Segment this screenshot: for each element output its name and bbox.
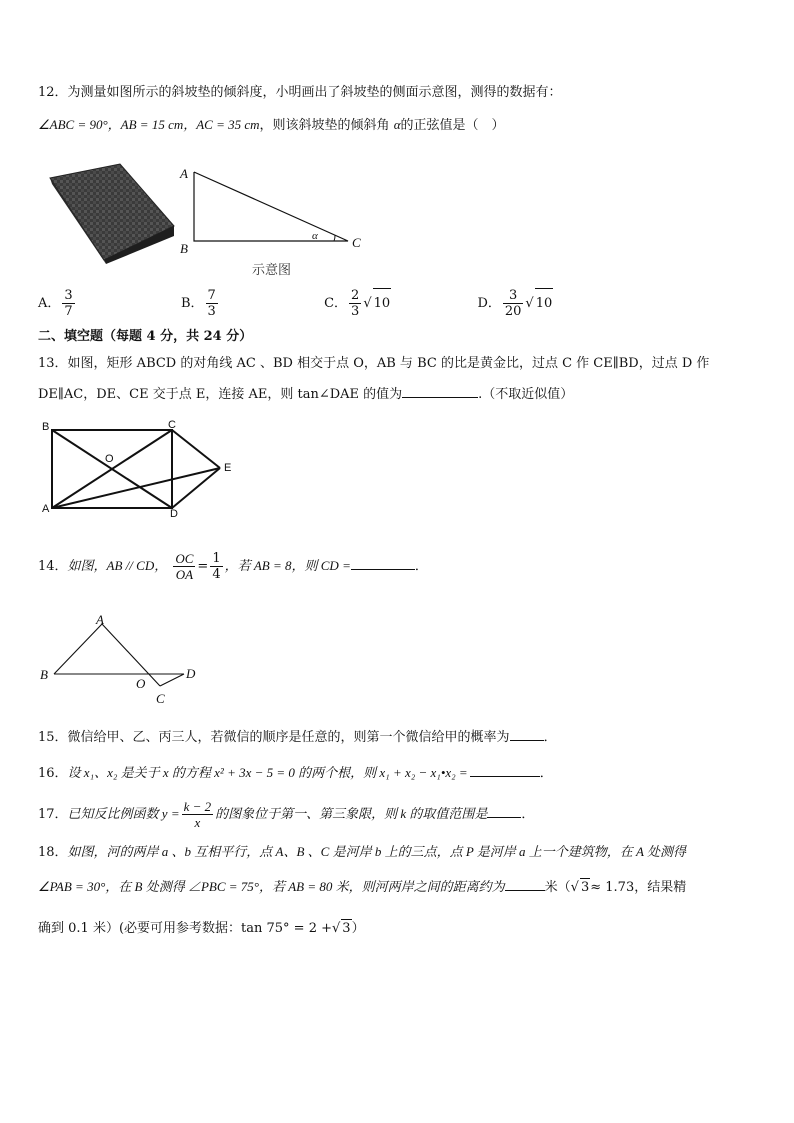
q14-line xyxy=(38,546,428,587)
q12-label-alpha: α xyxy=(312,230,318,242)
q18-answer-blank[interactable] xyxy=(505,880,545,891)
q17-text-b: 的图象位于第一、第三象限，则 k 的取值范围是 xyxy=(215,806,488,821)
q14-number: 14． xyxy=(38,559,68,574)
q14-label-C: C xyxy=(156,691,165,706)
q12-caption: 示意图 xyxy=(252,263,292,278)
q12-option-b-label: B． xyxy=(180,296,204,311)
q13-line-ce xyxy=(172,430,220,468)
q14-text-a: 如图，AB // CD， xyxy=(67,558,168,573)
q13-label-E: E xyxy=(224,462,232,474)
q12-text1: 为测量如图所示的斜坡垫的倾斜度，小明画出了斜坡垫的侧面示意图，测得的数据有： xyxy=(67,85,562,100)
q13-label-B: B xyxy=(42,421,50,433)
q14-diagram xyxy=(40,612,210,712)
q13-rectangle-diagram xyxy=(40,418,240,522)
q14-frac-num: OC xyxy=(175,551,194,566)
q12-alpha: α xyxy=(393,117,401,132)
q14-label-O: O xyxy=(136,676,146,691)
q14-label-B: B xyxy=(40,667,48,682)
q18-text2b: 米（ xyxy=(544,880,571,895)
q13-label-O: O xyxy=(105,453,114,465)
q18-text3a: 确到 0.1 米）(必要可用参考数据：tan 75° = 2 + xyxy=(38,921,332,936)
q12-given: ∠ABC = 90°，AB = 15 cm，AC = 35 cm xyxy=(38,117,260,132)
q12-option-a-label: A． xyxy=(38,296,61,311)
q12-option-b[interactable] xyxy=(180,288,224,319)
q12-option-d-num: 3 xyxy=(503,288,524,304)
q12-options xyxy=(38,288,553,319)
q12-option-c-label: C． xyxy=(324,296,348,311)
q14-line-cd xyxy=(160,674,184,686)
q12-option-b-den: 3 xyxy=(207,304,216,319)
q12-triangle-diagram xyxy=(176,164,376,274)
q16-line xyxy=(38,764,553,783)
q12-option-a-den: 7 xyxy=(64,304,73,319)
q17-number: 17． xyxy=(38,807,68,822)
q12-option-d-label: D． xyxy=(477,296,501,311)
q12-option-d-den: 20 xyxy=(504,304,522,319)
q12-option-c-den: 3 xyxy=(351,304,360,319)
q12-triangle xyxy=(194,172,348,241)
q12-angle-arc xyxy=(334,235,335,241)
q12-option-c-num: 2 xyxy=(351,288,360,303)
q13-line1 xyxy=(38,355,709,373)
section-heading: 二、填空题（每题 4 分，共 24 分） xyxy=(38,329,253,344)
q12-option-a[interactable] xyxy=(38,288,81,319)
q14-line-ba xyxy=(54,624,102,674)
q13-text2a: DE∥AC，DE、CE 交于点 E，连接 AE，则 tan∠DAE 的值为 xyxy=(38,387,403,402)
q17-frac-den: x xyxy=(194,815,201,830)
slope-pad-image xyxy=(48,162,176,266)
q12-option-a-num: 3 xyxy=(64,288,73,303)
q18-text1: 如图，河的两岸 a 、b 互相平行，点 A、B 、C 是河岸 b 上的三点，点 P 是河岸 a 上一个建筑物，在 A 处测得 xyxy=(67,844,687,859)
q12-label-C: C xyxy=(352,235,361,250)
q18-text2a: ∠PAB = 30°，在 B 处测得 ∠PBC = 75°，若 AB = 80 米，则河两岸之间的距离约为 xyxy=(38,879,505,894)
q14-text-c: ． xyxy=(414,559,428,574)
q18-text3b: ） xyxy=(351,921,365,936)
q14-val-num: 1 xyxy=(212,551,221,566)
q18-rad-a: 3 xyxy=(580,880,590,895)
q16-number: 16． xyxy=(38,766,68,781)
q12-line1 xyxy=(38,84,562,102)
q13-text1: 如图，矩形 ABCD 的对角线 AC 、BD 相交于点 O，AB 与 BC 的比是黄金比，过点 C 作 CE∥BD，过点 D 作 xyxy=(67,356,710,371)
q17-end: ． xyxy=(521,807,535,822)
q15-answer-blank[interactable] xyxy=(510,730,544,741)
q17-answer-blank[interactable] xyxy=(487,807,521,818)
q12-option-d-rad: 10 xyxy=(535,288,554,319)
q16-end: ． xyxy=(539,766,553,781)
q18-line3: 确到 0.1 米）(必要可用参考数据：tan 75° = 2 +√ 3） xyxy=(38,921,365,936)
q14-answer-blank[interactable] xyxy=(351,559,415,570)
q17-line xyxy=(38,796,534,833)
q12-option-c[interactable]: C． $\frac{2}{3}$ √ 10 xyxy=(324,288,391,319)
q13-line2 xyxy=(38,386,573,404)
q14-eq: = xyxy=(197,559,209,574)
q14-text-b: ，若 AB = 8，则 CD = xyxy=(224,558,351,573)
q14-line-ac xyxy=(102,624,160,686)
q16-text: 设 x₁、x₂ 是关于 x 的方程 x² + 3x − 5 = 0 的两个根，则 x₁ + x₂ − x₁•x₂ = xyxy=(67,765,468,780)
q12-ask-b: 的正弦值是（ ） xyxy=(400,118,505,133)
q13-label-C: C xyxy=(168,419,176,431)
q12-option-d[interactable]: D． $\frac{3}{20}$ √ 10 xyxy=(477,288,553,319)
q18-number: 18． xyxy=(38,845,68,860)
q12-number: 12． xyxy=(38,85,68,100)
q16-answer-blank[interactable] xyxy=(470,766,540,777)
q18-text2c: ≈ 1.73，结果精 xyxy=(590,880,687,895)
q15-line xyxy=(38,729,557,747)
q14-label-D: D xyxy=(186,666,196,681)
q12-label-A: A xyxy=(180,166,188,181)
q12-option-c-rad: 10 xyxy=(373,288,392,319)
q17-text-a: 已知反比例函数 y = xyxy=(67,806,180,821)
q18-line2: ∠PAB = 30°，在 B 处测得 ∠PBC = 75°，若 AB = 80 米，则河两岸之间的距离约为 米（√ 3≈ 1.73，结果精 xyxy=(38,879,687,895)
q15-number: 15． xyxy=(38,730,68,745)
q13-label-D: D xyxy=(170,508,178,520)
q17-frac-num: k − 2 xyxy=(183,799,212,814)
q13-label-A: A xyxy=(42,503,50,515)
q13-number: 13． xyxy=(38,356,68,371)
q18-rad-b: 3 xyxy=(342,921,351,936)
q14-frac-den: OA xyxy=(175,567,194,582)
q12-ask-a: ，则该斜坡垫的倾斜角 xyxy=(259,118,390,133)
q15-text: 微信给甲、乙、丙三人，若微信的顺序是任意的，则第一个微信给甲的概率为 xyxy=(67,730,510,745)
q13-answer-blank[interactable] xyxy=(402,387,478,398)
q14-label-A: A xyxy=(96,612,104,627)
q14-val-den: 4 xyxy=(212,567,221,582)
q13-text2b: .（不取近似值） xyxy=(478,387,574,402)
q12-line2 xyxy=(38,116,505,135)
q15-end: ． xyxy=(543,730,557,745)
q12-label-B: B xyxy=(180,241,188,256)
q18-line1 xyxy=(38,843,686,862)
q12-option-b-num: 7 xyxy=(207,288,216,303)
